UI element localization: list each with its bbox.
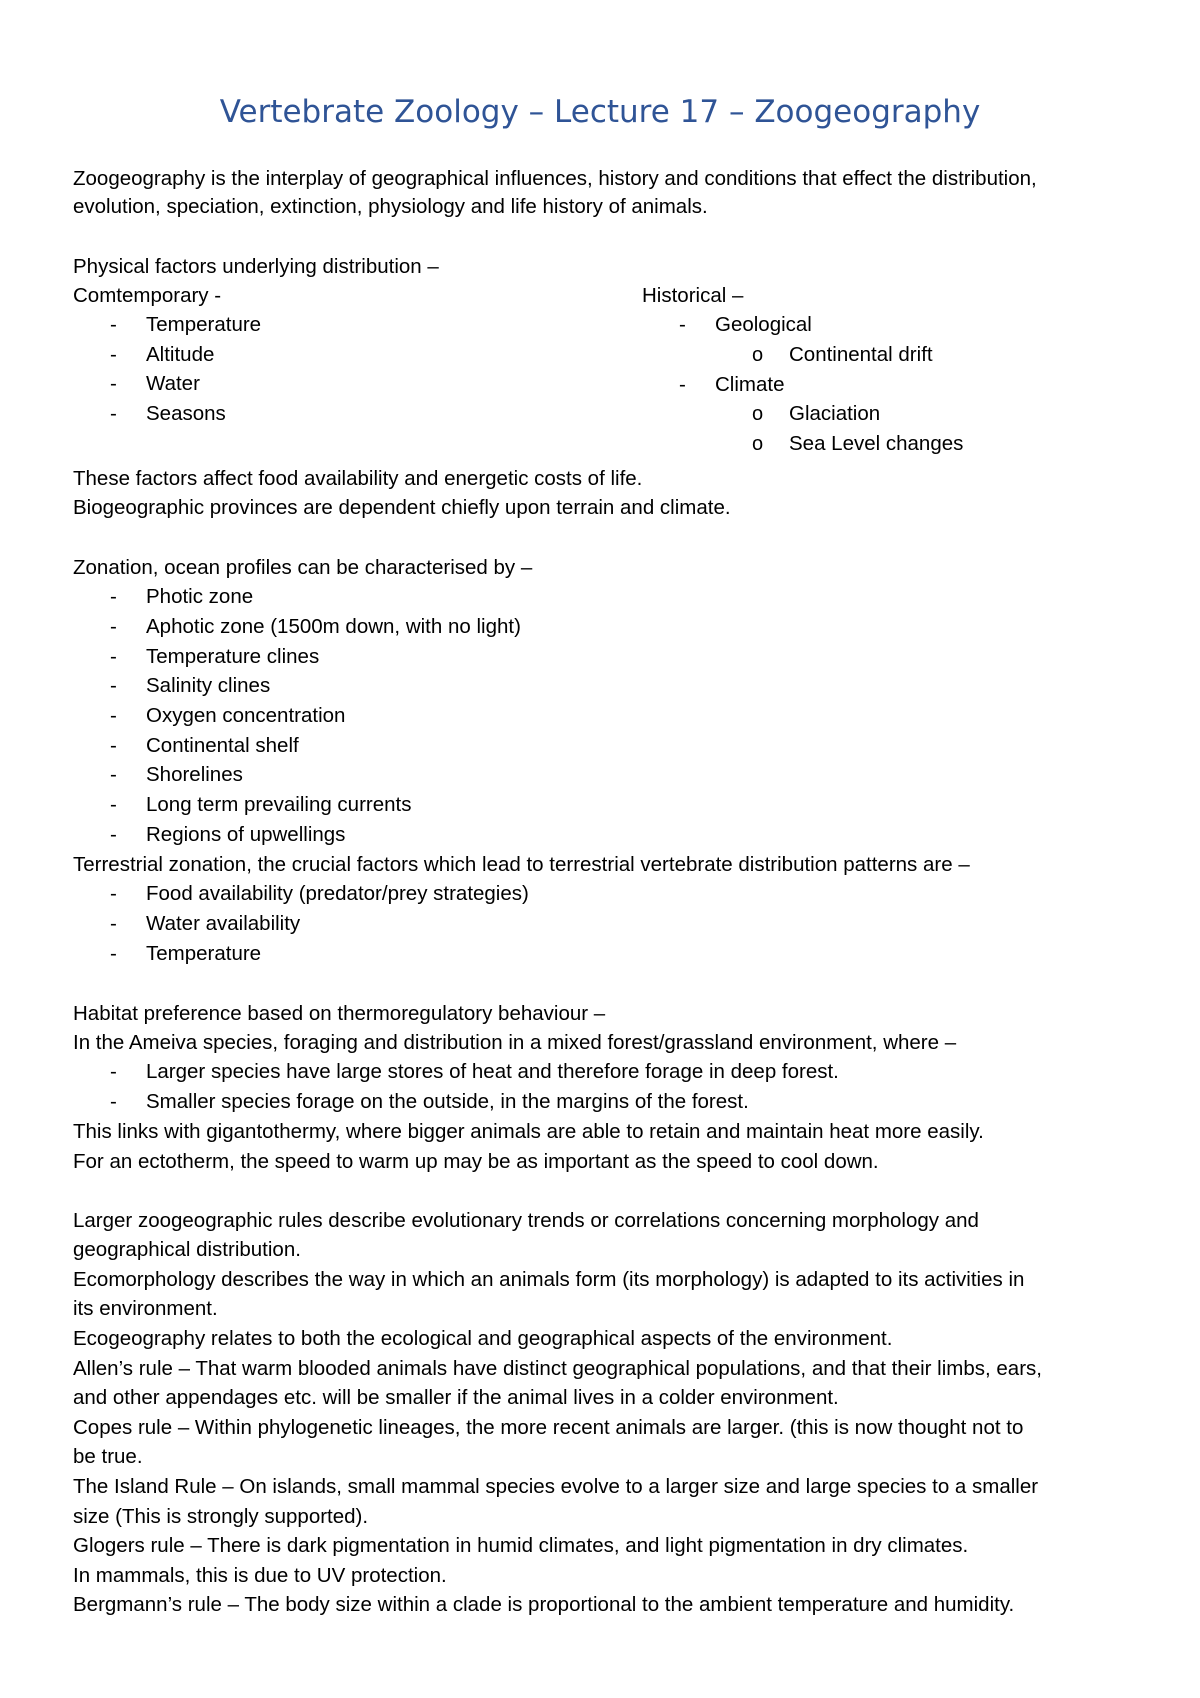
dash-bullet: - — [110, 793, 117, 816]
dash-bullet: - — [110, 734, 117, 757]
intro-line: Zoogeography is the interplay of geographical influences, history and conditions that effect the distribution, — [73, 167, 1037, 190]
zonation-item: Regions of upwellings — [146, 823, 346, 846]
zonation-item: Oxygen concentration — [146, 704, 346, 727]
circle-bullet: o — [752, 433, 764, 455]
rules-line: and other appendages etc. will be smaller if the animal lives in a colder environment. — [73, 1386, 839, 1409]
zonation-item: Shorelines — [146, 763, 243, 786]
zonation-item: Aphotic zone (1500m down, with no light) — [146, 615, 521, 638]
dash-bullet: - — [110, 882, 117, 905]
ameiva-item: Larger species have large stores of heat and therefore forage in deep forest. — [146, 1060, 839, 1083]
terrestrial-item: Temperature — [146, 942, 262, 965]
circle-bullet: o — [752, 403, 764, 425]
rules-line: The Island Rule – On islands, small mammal species evolve to a larger size and large species to a smaller — [73, 1475, 1039, 1498]
dash-bullet: - — [110, 402, 117, 425]
rules-line: Bergmann’s rule – The body size within a clade is proportional to the ambient temperature and humidity. — [73, 1593, 1015, 1616]
historical-subitem: Sea Level changes — [789, 432, 964, 455]
zonation-item: Salinity clines — [146, 674, 271, 697]
paragraph-line: This links with gigantothermy, where bigger animals are able to retain and maintain heat more easily. — [73, 1120, 984, 1143]
dash-bullet: - — [110, 704, 117, 727]
terrestrial-item: Food availability (predator/prey strategies) — [146, 882, 529, 905]
contemporary-item: Altitude — [146, 343, 215, 366]
rules-line: size (This is strongly supported). — [73, 1505, 369, 1528]
terrestrial-item: Water availability — [146, 912, 301, 935]
rules-line: Ecomorphology describes the way in which an animals form (its morphology) is adapted to its activities in — [73, 1268, 1025, 1291]
terrestrial-heading: Terrestrial zonation, the crucial factors which lead to terrestrial vertebrate distribution patterns are – — [73, 853, 970, 876]
historical-subitem: Continental drift — [789, 343, 933, 366]
dash-bullet: - — [110, 942, 117, 965]
rules-line: In mammals, this is due to UV protection. — [73, 1564, 447, 1587]
rules-line: be true. — [73, 1445, 143, 1468]
dash-bullet: - — [679, 373, 686, 396]
intro-line: evolution, speciation, extinction, physiology and life history of animals. — [73, 195, 708, 218]
historical-heading: Historical – — [642, 284, 744, 307]
dash-bullet: - — [110, 1090, 117, 1113]
dash-bullet: - — [110, 763, 117, 786]
dash-bullet: - — [110, 585, 117, 608]
historical-item-climate: Climate — [715, 373, 785, 396]
ameiva-line: In the Ameiva species, foraging and distribution in a mixed forest/grassland environment, where – — [73, 1031, 957, 1054]
dash-bullet: - — [110, 343, 117, 366]
dash-bullet: - — [110, 372, 117, 395]
zonation-item: Temperature clines — [146, 645, 320, 668]
dash-bullet: - — [110, 823, 117, 846]
zonation-heading: Zonation, ocean profiles can be characterised by – — [73, 556, 533, 579]
zonation-item: Continental shelf — [146, 734, 299, 757]
contemporary-item: Temperature — [146, 313, 262, 336]
rules-line: Larger zoogeographic rules describe evolutionary trends or correlations concerning morphology and — [73, 1209, 979, 1232]
ameiva-item: Smaller species forage on the outside, in the margins of the forest. — [146, 1090, 749, 1113]
habitat-heading: Habitat preference based on thermoregulatory behaviour – — [73, 1002, 606, 1025]
dash-bullet: - — [110, 912, 117, 935]
rules-line: Copes rule – Within phylogenetic lineages, the more recent animals are larger. (this is now thought not to — [73, 1416, 1024, 1439]
rules-line: its environment. — [73, 1297, 218, 1320]
contemporary-item: Water — [146, 372, 200, 395]
paragraph-line: For an ectotherm, the speed to warm up may be as important as the speed to cool down. — [73, 1150, 879, 1173]
dash-bullet: - — [110, 615, 117, 638]
dash-bullet: - — [679, 313, 686, 336]
dash-bullet: - — [110, 674, 117, 697]
contemporary-heading: Comtemporary - — [73, 284, 222, 307]
physical-heading: Physical factors underlying distribution – — [73, 255, 439, 278]
paragraph-line: Biogeographic provinces are dependent chiefly upon terrain and climate. — [73, 496, 731, 519]
page-title: Vertebrate Zoology – Lecture 17 – Zoogeography — [219, 94, 981, 130]
historical-subitem: Glaciation — [789, 402, 881, 425]
rules-line: Ecogeography relates to both the ecological and geographical aspects of the environment. — [73, 1327, 893, 1350]
dash-bullet: - — [110, 1060, 117, 1083]
circle-bullet: o — [752, 344, 764, 366]
zonation-item: Photic zone — [146, 585, 254, 608]
rules-line: Glogers rule – There is dark pigmentation in humid climates, and light pigmentation in dry climates. — [73, 1534, 969, 1557]
rules-line: Allen’s rule – That warm blooded animals have distinct geographical populations, and that their limbs, ears, — [73, 1357, 1042, 1380]
historical-item-geological: Geological — [715, 313, 812, 336]
dash-bullet: - — [110, 645, 117, 668]
dash-bullet: - — [110, 313, 117, 336]
paragraph-line: These factors affect food availability and energetic costs of life. — [73, 467, 643, 490]
contemporary-item: Seasons — [146, 402, 226, 425]
zonation-item: Long term prevailing currents — [146, 793, 412, 816]
rules-line: geographical distribution. — [73, 1238, 301, 1261]
